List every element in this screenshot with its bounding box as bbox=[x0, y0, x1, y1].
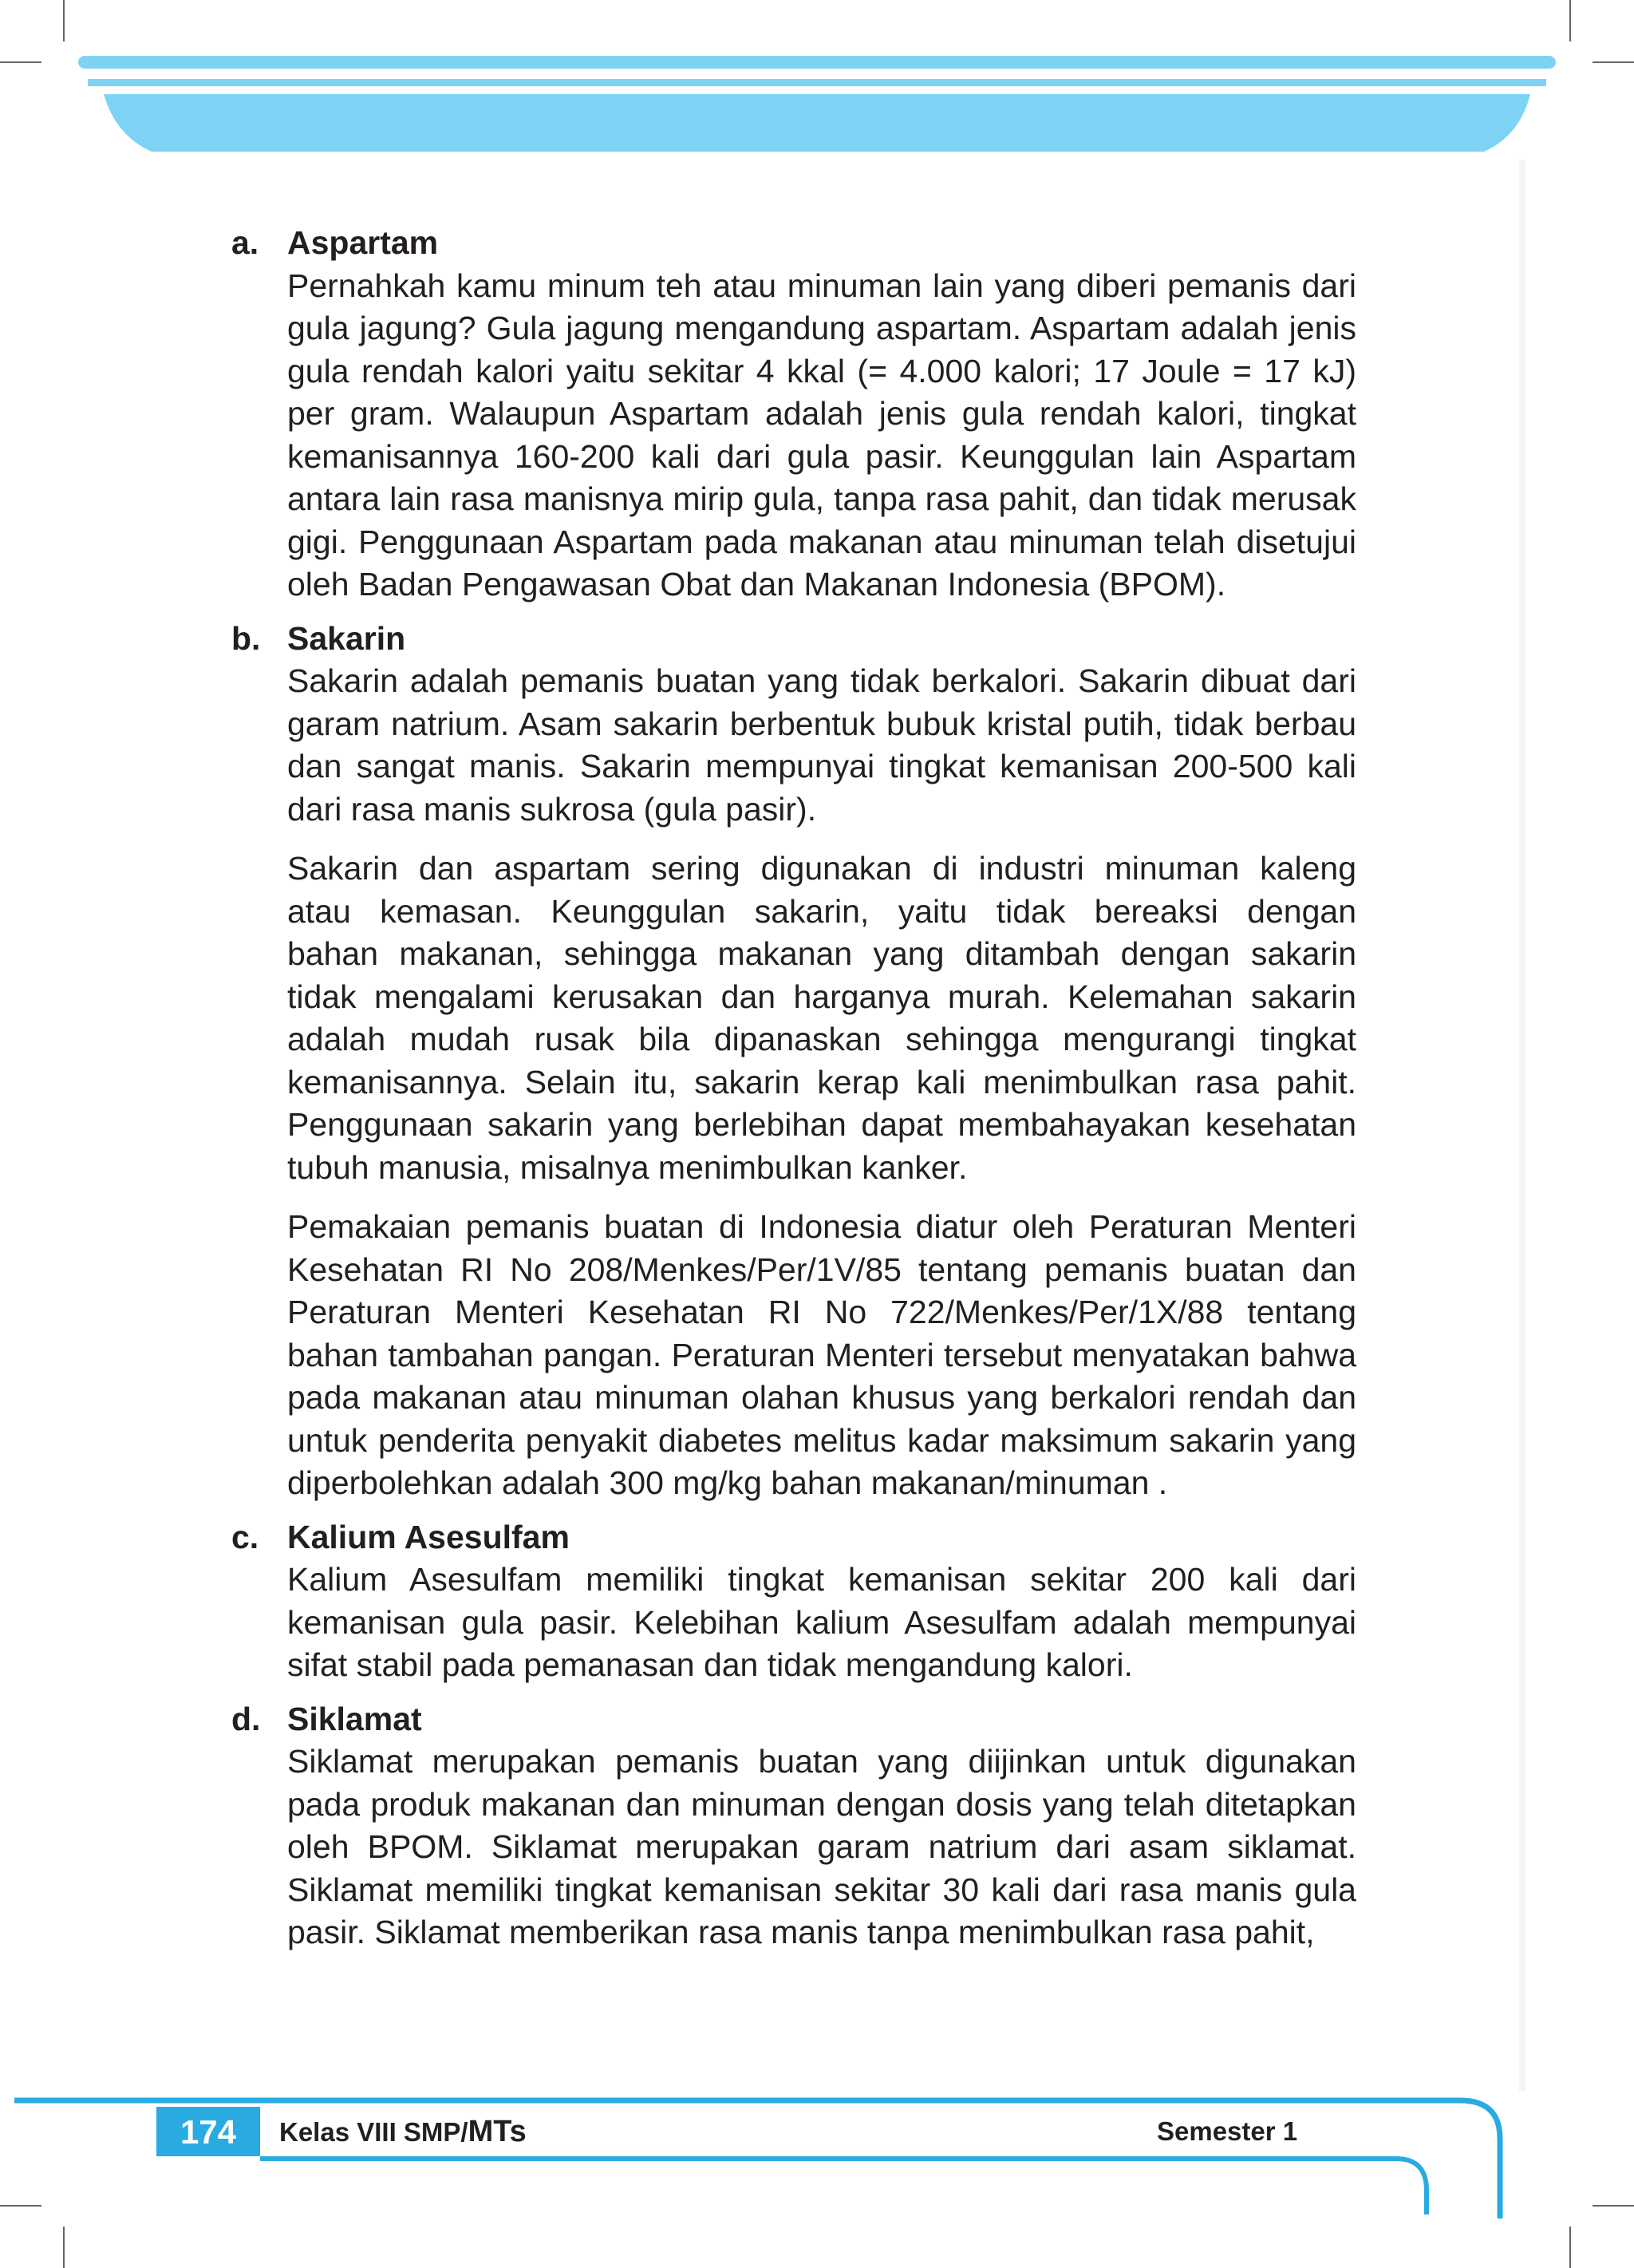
text-line: gigi. Penggunaan Aspartam pada makanan atau minuman telah disetujui bbox=[287, 523, 1356, 560]
text-line: adalah mudah rusak bila dipanaskan sehingga mengurangi tingkat bbox=[287, 1021, 1356, 1057]
text-line: Kalium Asesulfam memiliki tingkat kemanisan sekitar 200 kali dari bbox=[287, 1561, 1356, 1598]
paragraph bbox=[287, 1559, 1356, 1687]
section bbox=[231, 222, 1356, 607]
section-title: Siklamat bbox=[287, 1700, 422, 1737]
text-line: Siklamat merupakan pemanis buatan yang diijinkan untuk digunakan bbox=[287, 1743, 1356, 1780]
section bbox=[231, 618, 1356, 1505]
section-letter: b. bbox=[231, 619, 261, 657]
section-title: Aspartam bbox=[287, 224, 439, 261]
section-letter: d. bbox=[231, 1700, 261, 1737]
text-line: gula jagung? Gula jagung mengandung aspartam. Aspartam adalah jenis bbox=[287, 310, 1356, 346]
paragraph bbox=[287, 1741, 1356, 1954]
text-line: tubuh manusia, misalnya menimbulkan kanker. bbox=[287, 1148, 968, 1186]
footer-semester: Semester 1 bbox=[1157, 2116, 1298, 2146]
section-heading bbox=[231, 1698, 1356, 1741]
section-heading bbox=[231, 618, 1356, 661]
section-heading bbox=[231, 1516, 1356, 1559]
text-line: kemanisannya 160-200 kali dari gula pasir. Keunggulan lain Aspartam bbox=[287, 437, 1356, 475]
text-line: untuk penderita penyakit diabetes melitus kadar maksimum sakarin yang bbox=[287, 1421, 1356, 1459]
text-line: pada produk makanan dan minuman dengan dosis yang telah ditetapkan bbox=[287, 1785, 1356, 1823]
text-line: dan sangat manis. Sakarin mempunyai tingkat kemanisan 200-500 kali bbox=[287, 748, 1356, 784]
paragraph bbox=[287, 1206, 1356, 1505]
text-line: pada makanan atau minuman olahan khusus yang berkalori rendah dan bbox=[287, 1379, 1356, 1416]
text-line: pasir. Siklamat memberikan rasa manis tanpa menimbulkan rasa pahit, bbox=[287, 1914, 1315, 1950]
section-title: Sakarin bbox=[287, 619, 406, 657]
text-line: Penggunaan sakarin yang berlebihan dapat membahayakan kesehatan bbox=[287, 1106, 1356, 1143]
text-line: Kesehatan RI No 208/Menkes/Per/1V/85 tentang pemanis buatan dan bbox=[287, 1251, 1356, 1288]
section-body bbox=[287, 1741, 1356, 1954]
text-line: oleh Badan Pengawasan Obat dan Makanan Indonesia (BPOM). bbox=[287, 566, 1226, 603]
section bbox=[231, 1516, 1356, 1687]
section-letter: a. bbox=[231, 224, 259, 261]
text-line: Peraturan Menteri Kesehatan RI No 722/Menkes/Per/1X/88 tentang bbox=[287, 1294, 1356, 1330]
text-line: atau kemasan. Keunggulan sakarin, yaitu tidak bereaksi dengan bbox=[287, 892, 1356, 930]
footer-class-suffix: MTs bbox=[468, 2115, 527, 2148]
section-body bbox=[287, 1559, 1356, 1687]
text-line: sifat stabil pada pemanasan dan tidak mengandung kalori. bbox=[287, 1646, 1133, 1683]
footer-class-label bbox=[279, 2114, 527, 2150]
text-line: bahan makanan, sehingga makanan yang ditambah dengan sakarin bbox=[287, 935, 1356, 972]
paragraph bbox=[287, 660, 1356, 831]
text-line: Pernahkah kamu minum teh atau minuman lain yang diberi pemanis dari bbox=[287, 267, 1356, 304]
text-line: antara lain rasa manisnya mirip gula, tanpa rasa pahit, dan tidak merusak bbox=[287, 480, 1356, 517]
text-line: tidak mengalami kerusakan dan harganya murah. Kelemahan sakarin bbox=[287, 978, 1356, 1015]
text-line: garam natrium. Asam sakarin berbentuk bubuk kristal putih, tidak berbau bbox=[287, 705, 1356, 742]
text-line: diperbolehkan adalah 300 mg/kg bahan makanan/minuman . bbox=[287, 1464, 1168, 1501]
paragraph bbox=[287, 848, 1356, 1189]
text-line: bahan tambahan pangan. Peraturan Menteri tersebut menyatakan bahwa bbox=[287, 1336, 1356, 1373]
page-number: 174 bbox=[180, 2113, 237, 2151]
text-line: Sakarin dan aspartam sering digunakan di industri minuman kaleng bbox=[287, 850, 1356, 887]
section bbox=[231, 1698, 1356, 1954]
paragraph bbox=[287, 265, 1356, 607]
section-letter: c. bbox=[231, 1518, 259, 1555]
section-body bbox=[287, 265, 1356, 607]
section-heading bbox=[231, 222, 1356, 265]
text-line: oleh BPOM. Siklamat merupakan garam natrium dari asam siklamat. bbox=[287, 1828, 1356, 1865]
text-line: Sakarin adalah pemanis buatan yang tidak berkalori. Sakarin dibuat dari bbox=[287, 662, 1356, 699]
text-line: gula rendah kalori yaitu sekitar 4 kkal (= 4.000 kalori; 17 Joule = 17 kJ) bbox=[287, 352, 1356, 389]
text-line: dari rasa manis sukrosa (gula pasir). bbox=[287, 790, 817, 828]
text-line: kemanisan gula pasir. Kelebihan kalium Asesulfam adalah mempunyai bbox=[287, 1603, 1356, 1641]
section-title: Kalium Asesulfam bbox=[287, 1518, 570, 1555]
footer-class-text: Kelas VIII SMP/ bbox=[279, 2117, 468, 2147]
text-line: Pemakaian pemanis buatan di Indonesia diatur oleh Peraturan Menteri bbox=[287, 1208, 1356, 1245]
main-content bbox=[231, 222, 1356, 1966]
text-line: per gram. Walaupun Aspartam adalah jenis gula rendah kalori, tingkat bbox=[287, 395, 1356, 432]
section-body bbox=[287, 660, 1356, 1505]
text-line: kemanisannya. Selain itu, sakarin kerap kali menimbulkan rasa pahit. bbox=[287, 1063, 1356, 1100]
header-band bbox=[78, 56, 1556, 152]
page-edge-shade bbox=[1519, 160, 1525, 2091]
text-line: Siklamat memiliki tingkat kemanisan sekitar 30 kali dari rasa manis gula bbox=[287, 1871, 1356, 1908]
